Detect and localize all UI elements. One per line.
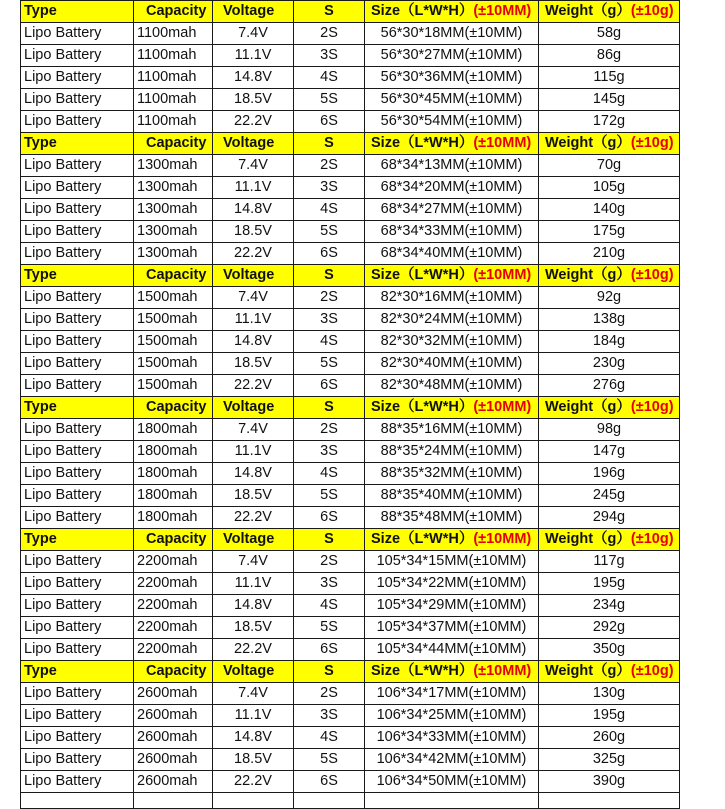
cell-size: 68*34*13MM(±10MM) [365,155,539,177]
cell-size: 68*34*40MM(±10MM) [365,243,539,265]
cell-s: 2S [294,419,365,441]
cell-s: 2S [294,551,365,573]
cell-voltage: 7.4V [213,287,294,309]
header-s: S [294,265,365,287]
cell-type: Lipo Battery [21,749,134,771]
cell-s: 4S [294,595,365,617]
cell-type: Lipo Battery [21,23,134,45]
cell-type: Lipo Battery [21,683,134,705]
cell-capacity: 1300mah [134,221,213,243]
cell-capacity: 2600mah [134,705,213,727]
cell-type: Lipo Battery [21,375,134,397]
cell-capacity: 1800mah [134,485,213,507]
cell-size: 56*30*27MM(±10MM) [365,45,539,67]
cell-voltage: 7.4V [213,23,294,45]
cell-size: 88*35*32MM(±10MM) [365,463,539,485]
header-weight-tolerance: (±10g) [630,531,674,547]
header-size [365,133,539,155]
table-row [21,617,680,639]
cell-s: 2S [294,683,365,705]
table-row [21,177,680,199]
cell-weight: 86g [539,45,680,67]
header-weight [539,133,680,155]
header-type: Type [21,133,134,155]
cell-capacity: 1800mah [134,419,213,441]
header-size-label: Size（L*W*H） [371,3,474,19]
cell-capacity: 1800mah [134,441,213,463]
cell-size: 88*35*40MM(±10MM) [365,485,539,507]
header-weight-label: Weight（g） [545,531,631,547]
cell-size: 68*34*27MM(±10MM) [365,199,539,221]
cell-size: 68*34*20MM(±10MM) [365,177,539,199]
cell-weight: 92g [539,287,680,309]
cell-voltage: 18.5V [213,749,294,771]
cell-capacity: 1300mah [134,199,213,221]
header-row [21,133,680,155]
cell-capacity: 1100mah [134,89,213,111]
cell-voltage [213,793,294,809]
header-size [365,1,539,23]
table-row [21,749,680,771]
cell-voltage: 14.8V [213,727,294,749]
header-weight [539,265,680,287]
cell-type: Lipo Battery [21,595,134,617]
cell-capacity: 1300mah [134,243,213,265]
header-weight-tolerance: (±10g) [630,399,674,415]
table-row [21,221,680,243]
header-size [365,265,539,287]
header-type: Type [21,529,134,551]
cell-type: Lipo Battery [21,243,134,265]
cell-voltage: 7.4V [213,683,294,705]
cell-weight: 260g [539,727,680,749]
cell-type: Lipo Battery [21,639,134,661]
table-row [21,309,680,331]
cell-capacity: 2200mah [134,573,213,595]
table-row [21,23,680,45]
cell-weight: 292g [539,617,680,639]
header-weight [539,397,680,419]
cell-type: Lipo Battery [21,199,134,221]
cell-s: 6S [294,243,365,265]
header-capacity: Capacity [134,133,213,155]
cell-weight: 350g [539,639,680,661]
cell-voltage: 22.2V [213,111,294,133]
cell-voltage: 18.5V [213,485,294,507]
cell-size: 88*35*48MM(±10MM) [365,507,539,529]
cell-capacity: 2600mah [134,771,213,793]
table-row [21,243,680,265]
cell-weight: 172g [539,111,680,133]
cell-weight: 234g [539,595,680,617]
table-row [21,507,680,529]
cell-weight: 115g [539,67,680,89]
cell-type: Lipo Battery [21,221,134,243]
cell-size: 105*34*44MM(±10MM) [365,639,539,661]
cell-s: 3S [294,177,365,199]
header-row [21,265,680,287]
header-capacity: Capacity [134,529,213,551]
cell-capacity: 1300mah [134,177,213,199]
table-row [21,595,680,617]
header-size-tolerance: (±10MM) [473,663,532,679]
cell-weight: 390g [539,771,680,793]
cell-voltage: 14.8V [213,67,294,89]
cell-voltage: 11.1V [213,45,294,67]
cell-type: Lipo Battery [21,507,134,529]
header-voltage: Voltage [213,529,294,551]
table-row [21,89,680,111]
cell-voltage: 18.5V [213,617,294,639]
table-row [21,463,680,485]
cell-weight: 184g [539,331,680,353]
header-weight-tolerance: (±10g) [630,135,674,151]
cell-voltage: 11.1V [213,309,294,331]
cell-voltage: 14.8V [213,595,294,617]
header-size-label: Size（L*W*H） [371,531,474,547]
header-voltage: Voltage [213,1,294,23]
cell-s: 4S [294,67,365,89]
cell-s: 5S [294,617,365,639]
cell-type: Lipo Battery [21,705,134,727]
cell-weight: 145g [539,89,680,111]
cell-type: Lipo Battery [21,485,134,507]
cell-voltage: 18.5V [213,353,294,375]
cell-capacity [134,793,213,809]
header-size-tolerance: (±10MM) [473,531,532,547]
header-size-tolerance: (±10MM) [473,267,532,283]
cell-weight: 138g [539,309,680,331]
table-row [21,573,680,595]
header-size-tolerance: (±10MM) [473,3,532,19]
cell-size: 82*30*32MM(±10MM) [365,331,539,353]
cell-s: 5S [294,353,365,375]
table-row [21,331,680,353]
cell-size: 106*34*50MM(±10MM) [365,771,539,793]
cell-size: 106*34*25MM(±10MM) [365,705,539,727]
cell-capacity: 2200mah [134,551,213,573]
header-weight [539,529,680,551]
cell-capacity: 1500mah [134,309,213,331]
cell-size: 82*30*48MM(±10MM) [365,375,539,397]
header-size [365,397,539,419]
cell-size: 82*30*24MM(±10MM) [365,309,539,331]
cell-capacity: 1800mah [134,507,213,529]
header-weight [539,661,680,683]
header-size-label: Size（L*W*H） [371,135,474,151]
cell-weight: 195g [539,573,680,595]
cell-size: 105*34*37MM(±10MM) [365,617,539,639]
cell-weight [539,793,680,809]
cell-s: 4S [294,463,365,485]
header-s: S [294,133,365,155]
header-weight [539,1,680,23]
header-type: Type [21,661,134,683]
cell-size: 88*35*24MM(±10MM) [365,441,539,463]
header-s: S [294,529,365,551]
cell-capacity: 2200mah [134,617,213,639]
cell-size: 56*30*54MM(±10MM) [365,111,539,133]
cell-capacity: 2600mah [134,683,213,705]
cell-type: Lipo Battery [21,331,134,353]
cell-voltage: 18.5V [213,89,294,111]
table-row [21,485,680,507]
cell-s: 3S [294,573,365,595]
table-row [21,353,680,375]
table-row [21,551,680,573]
cell-type: Lipo Battery [21,353,134,375]
cell-weight: 276g [539,375,680,397]
header-type: Type [21,397,134,419]
cell-voltage: 18.5V [213,221,294,243]
header-row [21,1,680,23]
cell-weight: 58g [539,23,680,45]
cell-s: 6S [294,639,365,661]
cell-type: Lipo Battery [21,45,134,67]
cell-voltage: 22.2V [213,507,294,529]
cell-size: 82*30*16MM(±10MM) [365,287,539,309]
header-voltage: Voltage [213,661,294,683]
cell-capacity: 2600mah [134,749,213,771]
cell-capacity: 1500mah [134,375,213,397]
header-type: Type [21,265,134,287]
table-row [21,771,680,793]
cell-type: Lipo Battery [21,573,134,595]
cell-type: Lipo Battery [21,67,134,89]
cell-voltage: 22.2V [213,639,294,661]
header-row [21,397,680,419]
cell-weight: 325g [539,749,680,771]
header-size-tolerance: (±10MM) [473,135,532,151]
cell-type: Lipo Battery [21,441,134,463]
cell-weight: 130g [539,683,680,705]
header-weight-label: Weight（g） [545,267,631,283]
cell-weight: 147g [539,441,680,463]
cell-size: 105*34*22MM(±10MM) [365,573,539,595]
table-row [21,287,680,309]
battery-spec-table [20,0,680,809]
header-s: S [294,661,365,683]
cell-size: 88*35*16MM(±10MM) [365,419,539,441]
cell-weight: 294g [539,507,680,529]
header-size [365,529,539,551]
cell-s: 4S [294,331,365,353]
table-row [21,705,680,727]
cell-weight: 175g [539,221,680,243]
cell-size: 106*34*17MM(±10MM) [365,683,539,705]
cell-weight: 98g [539,419,680,441]
cell-capacity: 2200mah [134,639,213,661]
cell-type [21,793,134,809]
cell-size [365,793,539,809]
cell-capacity: 1100mah [134,111,213,133]
cell-size: 105*34*29MM(±10MM) [365,595,539,617]
cell-voltage: 7.4V [213,155,294,177]
header-size-label: Size（L*W*H） [371,267,474,283]
cell-size: 56*30*45MM(±10MM) [365,89,539,111]
table-row [21,441,680,463]
cell-size: 106*34*42MM(±10MM) [365,749,539,771]
header-type: Type [21,1,134,23]
cell-capacity: 1500mah [134,353,213,375]
header-row [21,529,680,551]
cell-s: 4S [294,727,365,749]
cell-s: 5S [294,485,365,507]
header-size-tolerance: (±10MM) [473,399,532,415]
cell-capacity: 1800mah [134,463,213,485]
table-body [21,1,680,809]
cell-voltage: 22.2V [213,243,294,265]
header-weight-tolerance: (±10g) [630,663,674,679]
cell-voltage: 11.1V [213,573,294,595]
cell-s: 3S [294,309,365,331]
cell-s: 6S [294,111,365,133]
cell-s: 3S [294,441,365,463]
cell-size: 82*30*40MM(±10MM) [365,353,539,375]
cell-size: 106*34*33MM(±10MM) [365,727,539,749]
table-row [21,683,680,705]
cell-type: Lipo Battery [21,177,134,199]
cell-s: 4S [294,199,365,221]
cell-capacity: 1100mah [134,45,213,67]
cell-weight: 105g [539,177,680,199]
cell-s: 3S [294,705,365,727]
cell-type: Lipo Battery [21,771,134,793]
cell-type: Lipo Battery [21,463,134,485]
header-weight-label: Weight（g） [545,399,631,415]
table-row [21,67,680,89]
cell-size: 56*30*18MM(±10MM) [365,23,539,45]
header-weight-tolerance: (±10g) [630,3,674,19]
cell-weight: 230g [539,353,680,375]
cell-voltage: 7.4V [213,419,294,441]
cell-voltage: 22.2V [213,375,294,397]
cell-s: 2S [294,287,365,309]
cell-size: 105*34*15MM(±10MM) [365,551,539,573]
header-capacity: Capacity [134,1,213,23]
cell-voltage: 7.4V [213,551,294,573]
header-size [365,661,539,683]
header-capacity: Capacity [134,265,213,287]
cell-capacity: 1100mah [134,23,213,45]
empty-row [21,793,680,809]
cell-s: 2S [294,155,365,177]
cell-type: Lipo Battery [21,551,134,573]
cell-type: Lipo Battery [21,419,134,441]
cell-capacity: 2200mah [134,595,213,617]
cell-weight: 70g [539,155,680,177]
table-row [21,419,680,441]
cell-weight: 195g [539,705,680,727]
cell-s: 5S [294,89,365,111]
cell-s [294,793,365,809]
header-weight-tolerance: (±10g) [630,267,674,283]
cell-type: Lipo Battery [21,89,134,111]
cell-weight: 210g [539,243,680,265]
cell-type: Lipo Battery [21,287,134,309]
cell-voltage: 11.1V [213,177,294,199]
cell-s: 6S [294,375,365,397]
cell-type: Lipo Battery [21,155,134,177]
cell-type: Lipo Battery [21,617,134,639]
header-weight-label: Weight（g） [545,663,631,679]
cell-s: 3S [294,45,365,67]
cell-s: 5S [294,221,365,243]
header-s: S [294,1,365,23]
cell-voltage: 22.2V [213,771,294,793]
table-row [21,155,680,177]
cell-type: Lipo Battery [21,309,134,331]
cell-capacity: 1100mah [134,67,213,89]
cell-voltage: 11.1V [213,705,294,727]
cell-voltage: 14.8V [213,199,294,221]
cell-weight: 245g [539,485,680,507]
cell-voltage: 11.1V [213,441,294,463]
cell-type: Lipo Battery [21,727,134,749]
header-row [21,661,680,683]
cell-voltage: 14.8V [213,463,294,485]
cell-type: Lipo Battery [21,111,134,133]
table-row [21,199,680,221]
cell-capacity: 2600mah [134,727,213,749]
header-voltage: Voltage [213,133,294,155]
table-row [21,45,680,67]
cell-s: 6S [294,771,365,793]
cell-capacity: 1300mah [134,155,213,177]
cell-weight: 117g [539,551,680,573]
cell-weight: 140g [539,199,680,221]
cell-size: 68*34*33MM(±10MM) [365,221,539,243]
header-capacity: Capacity [134,397,213,419]
header-capacity: Capacity [134,661,213,683]
cell-s: 6S [294,507,365,529]
cell-s: 5S [294,749,365,771]
header-weight-label: Weight（g） [545,3,631,19]
header-voltage: Voltage [213,265,294,287]
header-size-label: Size（L*W*H） [371,663,474,679]
cell-capacity: 1500mah [134,331,213,353]
cell-capacity: 1500mah [134,287,213,309]
table-row [21,727,680,749]
cell-weight: 196g [539,463,680,485]
header-voltage: Voltage [213,397,294,419]
cell-s: 2S [294,23,365,45]
cell-size: 56*30*36MM(±10MM) [365,67,539,89]
table-row [21,639,680,661]
header-weight-label: Weight（g） [545,135,631,151]
header-s: S [294,397,365,419]
cell-voltage: 14.8V [213,331,294,353]
table-row [21,111,680,133]
table-row [21,375,680,397]
header-size-label: Size（L*W*H） [371,399,474,415]
